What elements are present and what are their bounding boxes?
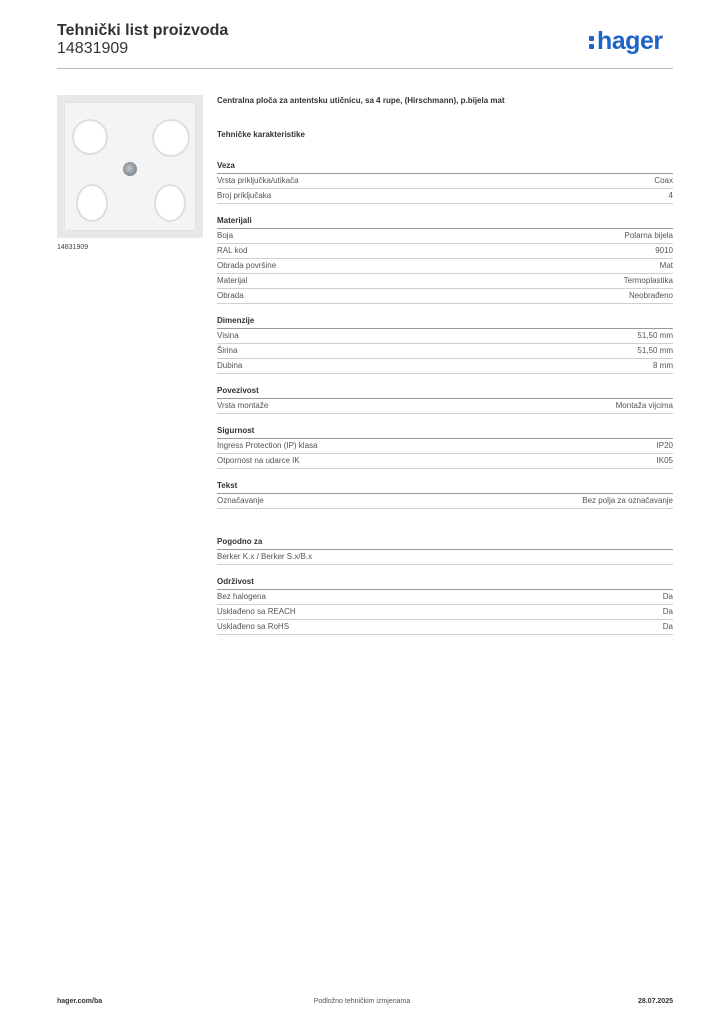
spec-value: 51,50 mm <box>637 331 673 340</box>
section-heading: Povezivost <box>217 374 673 399</box>
spec-value: Coax <box>654 176 673 185</box>
section-heading: Materijali <box>217 204 673 229</box>
page-title: Tehnički list proizvoda <box>57 22 229 39</box>
hole-icon <box>74 121 106 153</box>
spec-row <box>217 494 673 509</box>
spec-label: Označavanje <box>217 496 264 505</box>
section-heading: Održivost <box>217 565 673 590</box>
spec-label: Usklađeno sa RoHS <box>217 622 290 631</box>
spec-row <box>217 454 673 469</box>
spec-value: Da <box>662 622 673 631</box>
spec-value: Mat <box>659 261 673 270</box>
logo-dots-icon <box>589 33 595 49</box>
section-heading: Sigurnost <box>217 414 673 439</box>
section-heading: Pogodno za <box>217 525 673 550</box>
spec-row <box>217 399 673 414</box>
spec-value: 4 <box>668 191 673 200</box>
hole-icon <box>156 186 184 220</box>
spec-label: RAL kod <box>217 246 248 255</box>
spec-value: Termoplastika <box>623 276 673 285</box>
spec-label: Boja <box>217 231 234 240</box>
spec-row <box>217 189 673 204</box>
hole-icon <box>154 121 188 155</box>
spec-label: Dubina <box>217 361 243 370</box>
spec-label: Vrsta montaže <box>217 401 269 410</box>
spec-row <box>217 244 673 259</box>
spec-row <box>217 359 673 374</box>
spec-label: Ingress Protection (IP) klasa <box>217 441 318 450</box>
product-description: Centralna ploča za antentsku utičnicu, sa 4 rupe, (Hirschmann), p.bijela mat <box>217 96 505 105</box>
spec-value: Montaža vijcima <box>615 401 673 410</box>
spec-value: Neobrađeno <box>628 291 673 300</box>
spec-label: Materijal <box>217 276 248 285</box>
product-image <box>57 95 203 238</box>
spec-label: Vrsta priključka/utikača <box>217 176 299 185</box>
section-spacer <box>217 509 673 525</box>
spec-row <box>217 590 673 605</box>
spec-value: Da <box>662 592 673 601</box>
footer-note: Podložno tehničkim izmjenama <box>313 998 411 1005</box>
spec-value: Bez polja za označavanje <box>582 496 673 505</box>
product-number: 14831909 <box>57 40 129 57</box>
spec-value: 51,50 mm <box>637 346 673 355</box>
spec-row <box>217 344 673 359</box>
header-divider <box>57 68 673 69</box>
spec-value: IP20 <box>656 441 673 450</box>
spec-label: Širina <box>217 346 238 355</box>
logo-text: hager <box>597 27 663 55</box>
spec-label: Obrada <box>217 291 244 300</box>
footer-date: 28.07.2025 <box>637 998 673 1005</box>
spec-label: Obrada površine <box>217 261 277 270</box>
hole-icon <box>78 186 106 220</box>
footer-website: hager.com/ba <box>57 998 103 1005</box>
spec-value: 9010 <box>655 246 673 255</box>
hager-logo <box>589 27 663 56</box>
spec-label: Berker K.x / Berker S.x/B.x <box>217 552 313 561</box>
spec-row <box>217 274 673 289</box>
spec-row <box>217 329 673 344</box>
screw-icon <box>123 162 137 176</box>
spec-row <box>217 174 673 189</box>
spec-value: IK05 <box>656 456 673 465</box>
spec-label: Visina <box>217 331 239 340</box>
image-caption: 14831909 <box>57 244 89 251</box>
spec-value: Polarna bijela <box>624 231 673 240</box>
spec-label: Usklađeno sa REACH <box>217 607 296 616</box>
spec-label: Broj priključaka <box>217 191 272 200</box>
spec-value: Da <box>662 607 673 616</box>
spec-row <box>217 550 673 565</box>
spec-value: 8 mm <box>653 361 673 370</box>
spec-label: Bez halogena <box>217 592 266 601</box>
tech-characteristics-heading: Tehničke karakteristike <box>217 130 305 139</box>
spec-label: Otpornost na udarce IK <box>217 456 300 465</box>
spec-row <box>217 289 673 304</box>
section-heading: Veza <box>217 149 673 174</box>
spec-row <box>217 259 673 274</box>
spec-content <box>217 96 673 635</box>
spec-row <box>217 229 673 244</box>
spec-row <box>217 439 673 454</box>
spec-row <box>217 605 673 620</box>
antenna-plate-illustration <box>64 102 196 231</box>
section-heading: Tekst <box>217 469 673 494</box>
spec-row <box>217 620 673 635</box>
spec-sections <box>217 149 673 635</box>
section-heading: Dimenzije <box>217 304 673 329</box>
